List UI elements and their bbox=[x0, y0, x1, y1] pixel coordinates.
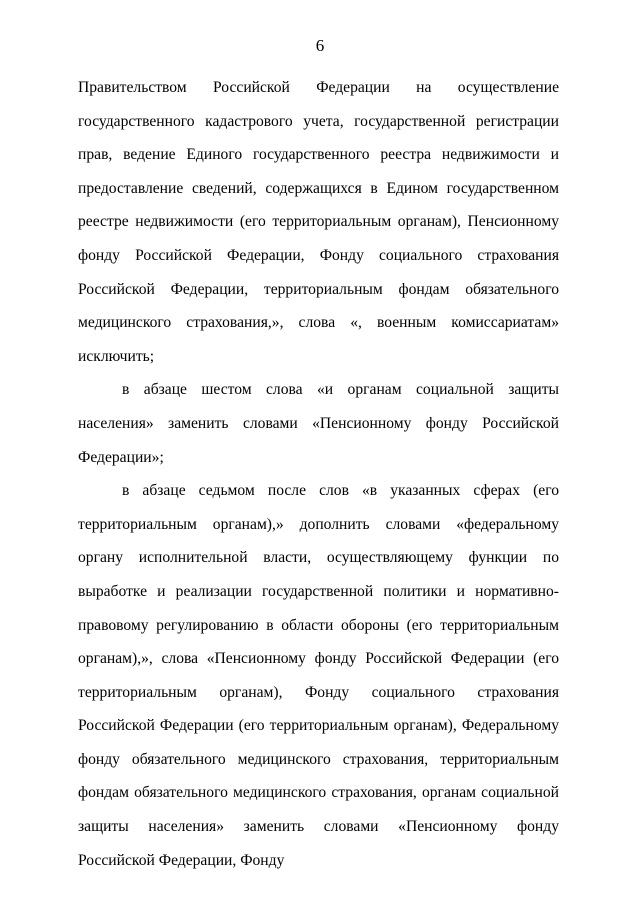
paragraph-continuation: Правительством Российской Федерации на осуществление государственного кадастрового учета, государственной регистрации прав, ведение Единого государственного реестра недвижимости и предоставление сведений, содержащихся в Едином государственном реестре недвижимости (его территориальным органам), Пенсионному фонду Российской Федерации, Фонду социального страхования Российской Федерации, территориальным фондам обязательного медицинского страхования,», слова «, военным комиссариатам» исключить; bbox=[78, 79, 559, 365]
document-body bbox=[78, 71, 559, 877]
page-number: 6 bbox=[315, 36, 325, 55]
paragraph-abzats-shestoy: в абзаце шестом слова «и органам социальной защиты населения» заменить словами «Пенсионному фонду Российской Федерации»; bbox=[78, 381, 559, 466]
paragraph-abzats-sedmoy: в абзаце седьмом после слов «в указанных сферах (его территориальным органам),» дополнить словами «федеральному органу исполнительной власти, осуществляющему функции по выработке и реализации государственной политики и нормативно-правовому регулированию в области обороны (его территориальным органам),», слова «Пенсионному фонду Российской Федерации (его территориальным органам), Фонду социального страхования Российской Федерации (его территориальным органам), Федеральному фонду обязательного медицинского страхования, территориальным фондам обязательного медицинского страхования, органам социальной защиты населения» заменить словами «Пенсионному фонду Российской Федерации, Фонду bbox=[78, 482, 559, 869]
